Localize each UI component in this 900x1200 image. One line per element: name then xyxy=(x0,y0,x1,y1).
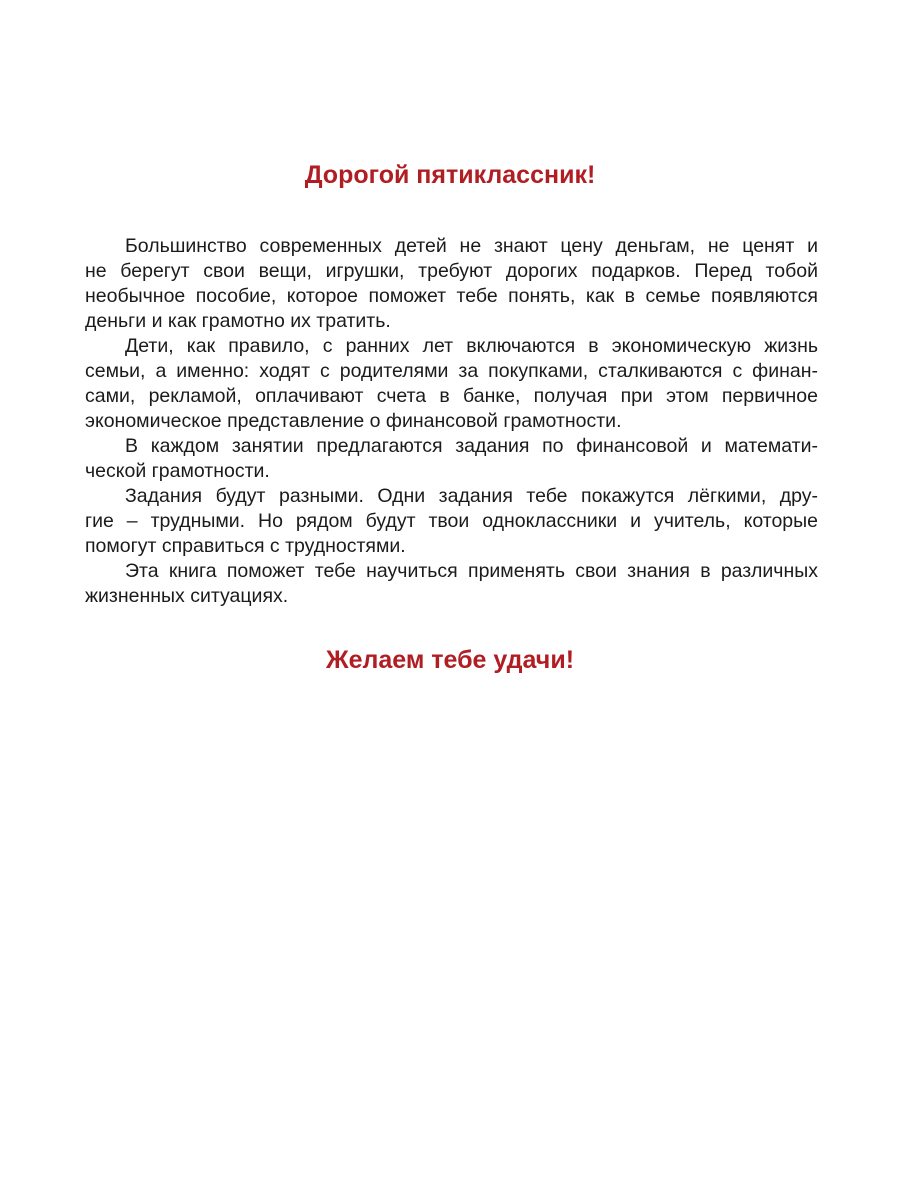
text-line: сами, рекламой, оплачивают счета в банке, получая при этом первичное xyxy=(85,385,818,407)
text-line: не берегут свои вещи, игрушки, требуют дорогих подарков. Перед тобой xyxy=(85,260,818,282)
text-line: В каждом занятии предлагаются задания по финансовой и математи- xyxy=(125,435,818,457)
page-title: Дорогой пятиклассник! xyxy=(304,161,596,189)
text-line: семьи, а именно: ходят с родителями за покупками, сталкиваются с финан- xyxy=(85,360,818,382)
text-line: гие – трудными. Но рядом будут твои одноклассники и учитель, которые xyxy=(85,510,818,532)
text-line: Эта книга поможет тебе научиться применять свои знания в различных xyxy=(125,560,818,582)
text-line: ческой грамотности. xyxy=(85,460,270,482)
text-line: необычное пособие, которое поможет тебе понять, как в семье появляются xyxy=(85,285,818,307)
text-line: деньги и как грамотно их тратить. xyxy=(85,310,391,332)
text-line: Задания будут разными. Одни задания тебе покажутся лёгкими, дру- xyxy=(125,485,818,507)
body-paragraphs xyxy=(85,234,818,609)
text-line: жизненных ситуациях. xyxy=(85,585,289,607)
text-line: экономическое представление о финансовой грамотности. xyxy=(85,410,622,432)
closing-line: Желаем тебе удачи! xyxy=(325,646,575,674)
text-line: помогут справиться с трудностями. xyxy=(85,535,406,557)
text-line: Большинство современных детей не знают цену деньгам, не ценят и xyxy=(125,235,818,257)
text-line: Дети, как правило, с ранних лет включаются в экономическую жизнь xyxy=(125,335,818,357)
